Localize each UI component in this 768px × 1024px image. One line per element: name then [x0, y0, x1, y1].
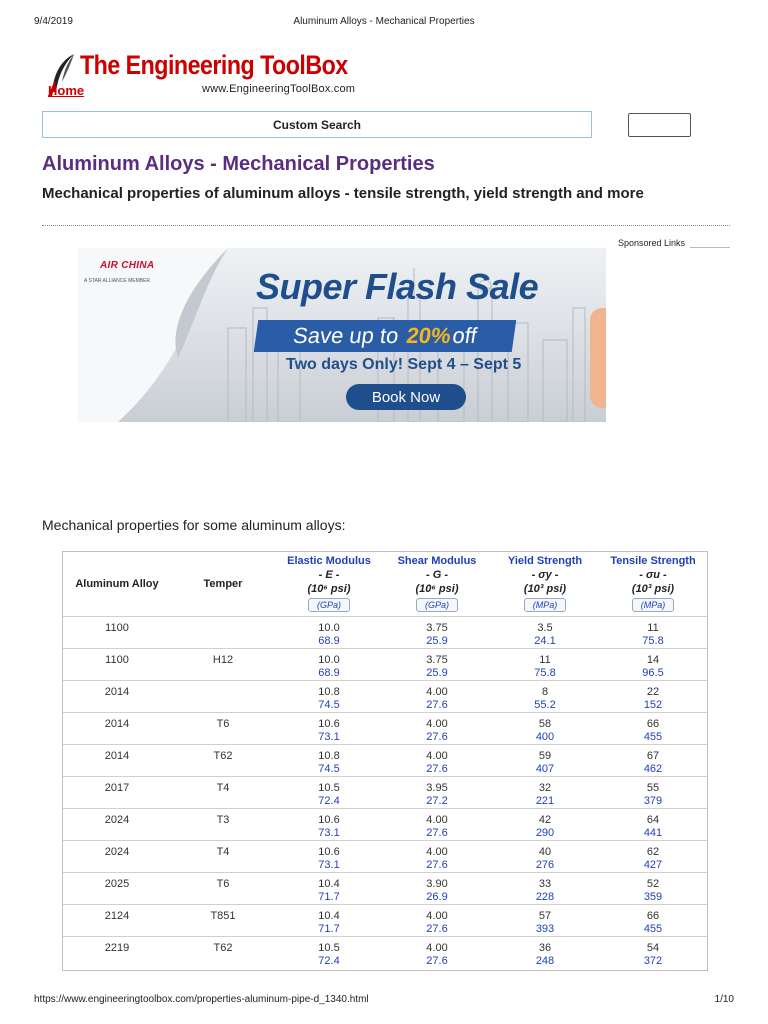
cell-temper — [171, 840, 275, 872]
table-intro: Mechanical properties for some aluminum alloys: — [42, 517, 346, 533]
cell-alloy — [63, 616, 171, 648]
cell-u — [599, 872, 707, 904]
cell-e-value: 10.4 — [318, 877, 340, 890]
cell-e — [275, 648, 383, 680]
cell-u-si-value: 379 — [643, 794, 663, 807]
print-title: Aluminum Alloys - Mechanical Properties — [293, 16, 475, 27]
cell-g-value: 4.00 — [426, 813, 448, 826]
shear-symbol: - G - — [426, 569, 448, 582]
cell-u — [599, 712, 707, 744]
cell-u-si-value: 152 — [643, 698, 663, 711]
cell-alloy — [63, 712, 171, 744]
table-body — [63, 616, 707, 968]
cell-y-si-value: 221 — [535, 794, 555, 807]
cell-e-value: 10.5 — [318, 781, 340, 794]
tensile-strength-link[interactable]: Tensile Strength — [610, 555, 696, 568]
cell-u — [599, 648, 707, 680]
cell-y-si-value: 228 — [535, 890, 555, 903]
page-curl-graphic — [78, 248, 228, 422]
cell-g — [383, 680, 491, 712]
header-alloy: Aluminum Alloy — [63, 552, 171, 616]
cell-e-si-value: 74.5 — [318, 698, 340, 711]
cell-alloy — [63, 648, 171, 680]
print-header — [0, 16, 768, 30]
cell-g-value: 4.00 — [426, 909, 448, 922]
elastic-symbol: - E - — [318, 569, 340, 582]
cell-u-si-value: 359 — [643, 890, 663, 903]
cell-g — [383, 872, 491, 904]
cell-alloy — [63, 840, 171, 872]
cell-u-si-value: 462 — [643, 762, 663, 775]
site-url: www.EngineeringToolBox.com — [202, 83, 356, 95]
cell-g-value: 4.00 — [426, 717, 448, 730]
cell-temper-value: T4 — [216, 781, 230, 794]
cell-e-si-value: 74.5 — [318, 762, 340, 775]
shear-si-unit: (GPa) — [416, 598, 458, 612]
book-now-button[interactable]: Book Now — [346, 384, 466, 410]
cell-e — [275, 936, 383, 968]
cell-y-value: 32 — [538, 781, 552, 794]
cell-g-value: 4.00 — [426, 749, 448, 762]
print-footer — [0, 994, 768, 1008]
cell-g-si-value: 25.9 — [426, 666, 448, 679]
shear-unit: (10⁶ psi) — [415, 583, 459, 596]
tensile-symbol: - σu - — [639, 569, 667, 582]
cell-g — [383, 712, 491, 744]
cell-u-si-value: 441 — [643, 826, 663, 839]
cell-alloy-value: 2025 — [104, 877, 130, 890]
cell-u — [599, 840, 707, 872]
cell-e-value: 10.0 — [318, 621, 340, 634]
print-date: 9/4/2019 — [34, 16, 73, 27]
table-row — [63, 648, 707, 680]
cell-alloy — [63, 744, 171, 776]
cell-e-si-value: 73.1 — [318, 858, 340, 871]
cell-u-value: 62 — [646, 845, 660, 858]
cell-u-value: 52 — [646, 877, 660, 890]
cell-u-si-value: 372 — [643, 954, 663, 967]
cell-g-si-value: 27.6 — [426, 954, 448, 967]
table-row — [63, 616, 707, 648]
cell-e — [275, 744, 383, 776]
cell-alloy — [63, 776, 171, 808]
cell-u-value: 66 — [646, 909, 660, 922]
cell-e-si-value: 72.4 — [318, 794, 340, 807]
cell-e — [275, 904, 383, 936]
table-row — [63, 808, 707, 840]
cell-y-si-value: 75.8 — [534, 666, 556, 679]
cell-e-value: 10.6 — [318, 717, 340, 730]
cell-y-si-value: 407 — [535, 762, 555, 775]
header-elastic-modulus — [275, 552, 383, 616]
cell-y — [491, 808, 599, 840]
cell-e — [275, 872, 383, 904]
header-shear-modulus — [383, 552, 491, 616]
cell-e-si-value: 68.9 — [318, 666, 340, 679]
page-url: https://www.engineeringtoolbox.com/properties-aluminum-pipe-d_1340.html — [34, 994, 369, 1005]
cell-temper-value: T4 — [216, 845, 230, 858]
header-temper: Temper — [171, 552, 275, 616]
table-header-row — [63, 552, 707, 616]
cell-y-value: 40 — [538, 845, 552, 858]
cell-u — [599, 904, 707, 936]
cell-temper — [171, 936, 275, 968]
cell-e — [275, 712, 383, 744]
cell-u-value: 64 — [646, 813, 660, 826]
ad-brand-sub: A STAR ALLIANCE MEMBER — [84, 278, 151, 284]
cell-e-si-value: 73.1 — [318, 826, 340, 839]
properties-table — [62, 551, 708, 971]
cell-u-value: 66 — [646, 717, 660, 730]
cell-y — [491, 616, 599, 648]
cell-y — [491, 936, 599, 968]
cell-u-si-value: 455 — [643, 922, 663, 935]
cell-g-si-value: 26.9 — [426, 890, 448, 903]
cell-y-value: 57 — [538, 909, 552, 922]
cell-alloy-value: 2014 — [104, 717, 130, 730]
cell-u-value: 22 — [646, 685, 660, 698]
ad-headline: Super Flash Sale — [256, 266, 539, 307]
cell-u-value: 14 — [646, 653, 660, 666]
cell-y-value: 58 — [538, 717, 552, 730]
cell-alloy — [63, 872, 171, 904]
cell-y-si-value: 276 — [535, 858, 555, 871]
cell-g-si-value: 25.9 — [426, 634, 448, 647]
header-tensile-strength — [599, 552, 707, 616]
cell-temper — [171, 712, 275, 744]
custom-search-box[interactable] — [42, 111, 592, 138]
shear-modulus-link[interactable]: Shear Modulus — [397, 555, 477, 568]
header-yield-strength — [491, 552, 599, 616]
logo-text: The Engineering ToolBox — [80, 50, 348, 80]
cell-e-value: 10.6 — [318, 813, 340, 826]
cell-e — [275, 776, 383, 808]
ad-save-pct: 20% — [404, 323, 453, 348]
cell-g-value: 3.75 — [426, 653, 448, 666]
cell-g — [383, 744, 491, 776]
cell-alloy-value: 2017 — [104, 781, 130, 794]
cell-temper — [171, 648, 275, 680]
cell-temper-value: T851 — [210, 909, 236, 922]
cell-g-si-value: 27.6 — [426, 762, 448, 775]
sponsored-divider — [690, 247, 730, 248]
cell-g — [383, 648, 491, 680]
cell-e-value: 10.0 — [318, 653, 340, 666]
cell-alloy — [63, 904, 171, 936]
cell-alloy-value: 1100 — [105, 621, 129, 634]
cell-g-value: 3.95 — [426, 781, 448, 794]
cell-e — [275, 680, 383, 712]
cell-g — [383, 840, 491, 872]
search-label: Custom Search — [272, 117, 362, 132]
page-number: 1/10 — [714, 994, 734, 1005]
divider — [42, 225, 730, 226]
cell-y-si-value: 24.1 — [534, 634, 556, 647]
cell-temper — [171, 616, 275, 648]
cell-temper-value: H12 — [212, 653, 234, 666]
table-row — [63, 904, 707, 936]
cell-temper-value: T62 — [213, 749, 233, 762]
cell-u — [599, 744, 707, 776]
page-subtitle: Mechanical properties of aluminum alloys - tensile strength, yield strength and more — [42, 185, 644, 202]
cell-alloy-value: 2024 — [104, 845, 130, 858]
elastic-modulus-link[interactable]: Elastic Modulus — [287, 555, 371, 568]
cell-g-si-value: 27.6 — [426, 698, 448, 711]
cell-g — [383, 904, 491, 936]
cell-alloy-value: 2014 — [104, 749, 130, 762]
cell-y — [491, 744, 599, 776]
sponsored-label: Sponsored Links — [618, 238, 686, 248]
cell-y-si-value: 55.2 — [534, 698, 556, 711]
ad-dates: Two days Only! Sept 4 – Sept 5 — [286, 356, 522, 373]
cell-alloy — [63, 680, 171, 712]
cell-g — [383, 936, 491, 968]
cell-alloy-value: 2124 — [104, 909, 130, 922]
cell-temper — [171, 744, 275, 776]
cell-u — [599, 936, 707, 968]
ad-save-prefix: Save up to — [291, 323, 401, 348]
table-row — [63, 840, 707, 872]
cell-u-value: 11 — [647, 621, 659, 634]
cell-u-value: 54 — [646, 941, 660, 954]
cell-temper-value: T6 — [216, 877, 230, 890]
cell-temper — [171, 776, 275, 808]
cell-e — [275, 840, 383, 872]
cell-g-value: 3.75 — [426, 621, 448, 634]
cell-g-si-value: 27.6 — [426, 826, 448, 839]
cell-y-value: 3.5 — [537, 621, 553, 634]
cell-u-si-value: 455 — [643, 730, 663, 743]
cell-y-value: 42 — [538, 813, 552, 826]
tensile-unit: (10³ psi) — [631, 583, 675, 596]
cell-temper-value: T62 — [213, 941, 233, 954]
cell-alloy-value: 2014 — [104, 685, 130, 698]
elastic-si-unit: (GPa) — [308, 598, 350, 612]
cell-y-value: 33 — [538, 877, 552, 890]
cell-e — [275, 808, 383, 840]
cell-temper-value: T6 — [216, 717, 230, 730]
cell-u-si-value: 427 — [643, 858, 663, 871]
hand-image — [590, 308, 606, 408]
table-row — [63, 712, 707, 744]
cell-g-si-value: 27.2 — [426, 794, 448, 807]
cell-e-value: 10.8 — [318, 749, 340, 762]
cell-alloy-value: 2219 — [104, 941, 130, 954]
cell-alloy-value: 2024 — [104, 813, 130, 826]
cell-e-si-value: 71.7 — [318, 922, 340, 935]
cell-g-value: 4.00 — [426, 845, 448, 858]
table-row — [63, 680, 707, 712]
cell-alloy — [63, 936, 171, 968]
cell-y-value: 8 — [541, 685, 549, 698]
cell-e-si-value: 68.9 — [318, 634, 340, 647]
cell-g-value: 4.00 — [426, 941, 448, 954]
cell-y — [491, 776, 599, 808]
cell-u-si-value: 96.5 — [642, 666, 664, 679]
table-row — [63, 872, 707, 904]
yield-si-unit: (MPa) — [524, 598, 567, 612]
cell-temper — [171, 680, 275, 712]
ad-save-suffix: off — [450, 323, 479, 348]
cell-e-si-value: 73.1 — [318, 730, 340, 743]
home-link[interactable]: Home — [48, 83, 85, 98]
tensile-si-unit: (MPa) — [632, 598, 675, 612]
elastic-unit: (10⁶ psi) — [307, 583, 351, 596]
cell-alloy — [63, 808, 171, 840]
table-row — [63, 936, 707, 968]
cell-y-value: 36 — [538, 941, 552, 954]
cell-e-value: 10.4 — [318, 909, 340, 922]
cell-e-si-value: 72.4 — [318, 954, 340, 967]
cell-y-si-value: 393 — [535, 922, 555, 935]
cell-g — [383, 776, 491, 808]
cell-temper — [171, 904, 275, 936]
ad-save-banner — [254, 320, 516, 352]
cell-y-si-value: 400 — [535, 730, 555, 743]
cell-u-si-value: 75.8 — [642, 634, 664, 647]
cell-y-si-value: 248 — [535, 954, 555, 967]
table-row — [63, 776, 707, 808]
cell-y — [491, 872, 599, 904]
cell-temper — [171, 808, 275, 840]
page-title: Aluminum Alloys - Mechanical Properties — [42, 153, 435, 175]
cell-u — [599, 776, 707, 808]
cell-y — [491, 712, 599, 744]
cell-g — [383, 808, 491, 840]
yield-unit: (10³ psi) — [523, 583, 567, 596]
cell-y-value: 11 — [539, 653, 551, 666]
cell-g-si-value: 27.6 — [426, 858, 448, 871]
yield-symbol: - σy - — [531, 569, 559, 582]
cell-u — [599, 616, 707, 648]
cell-g-value: 3.90 — [426, 877, 448, 890]
cell-temper — [171, 872, 275, 904]
cell-g-value: 4.00 — [426, 685, 448, 698]
search-button[interactable] — [628, 113, 691, 137]
cell-e — [275, 616, 383, 648]
cell-e-value: 10.5 — [318, 941, 340, 954]
cell-y-value: 59 — [538, 749, 552, 762]
cell-y — [491, 840, 599, 872]
cell-y — [491, 680, 599, 712]
yield-strength-link[interactable]: Yield Strength — [507, 555, 583, 568]
ad-brand: AIR CHINA — [100, 260, 155, 271]
cell-u — [599, 808, 707, 840]
cell-e-value: 10.8 — [318, 685, 340, 698]
ad-banner[interactable] — [78, 248, 606, 422]
cell-g — [383, 616, 491, 648]
cell-e-value: 10.6 — [318, 845, 340, 858]
table-row — [63, 744, 707, 776]
site-logo[interactable] — [44, 44, 374, 100]
cell-u-value: 67 — [646, 749, 660, 762]
cell-u — [599, 680, 707, 712]
cell-y — [491, 648, 599, 680]
cell-u-value: 55 — [646, 781, 660, 794]
cell-y — [491, 904, 599, 936]
cell-e-si-value: 71.7 — [318, 890, 340, 903]
cell-alloy-value: 1100 — [105, 653, 129, 666]
cell-g-si-value: 27.6 — [426, 922, 448, 935]
cell-temper-value: T3 — [216, 813, 230, 826]
cell-g-si-value: 27.6 — [426, 730, 448, 743]
cell-y-si-value: 290 — [535, 826, 555, 839]
